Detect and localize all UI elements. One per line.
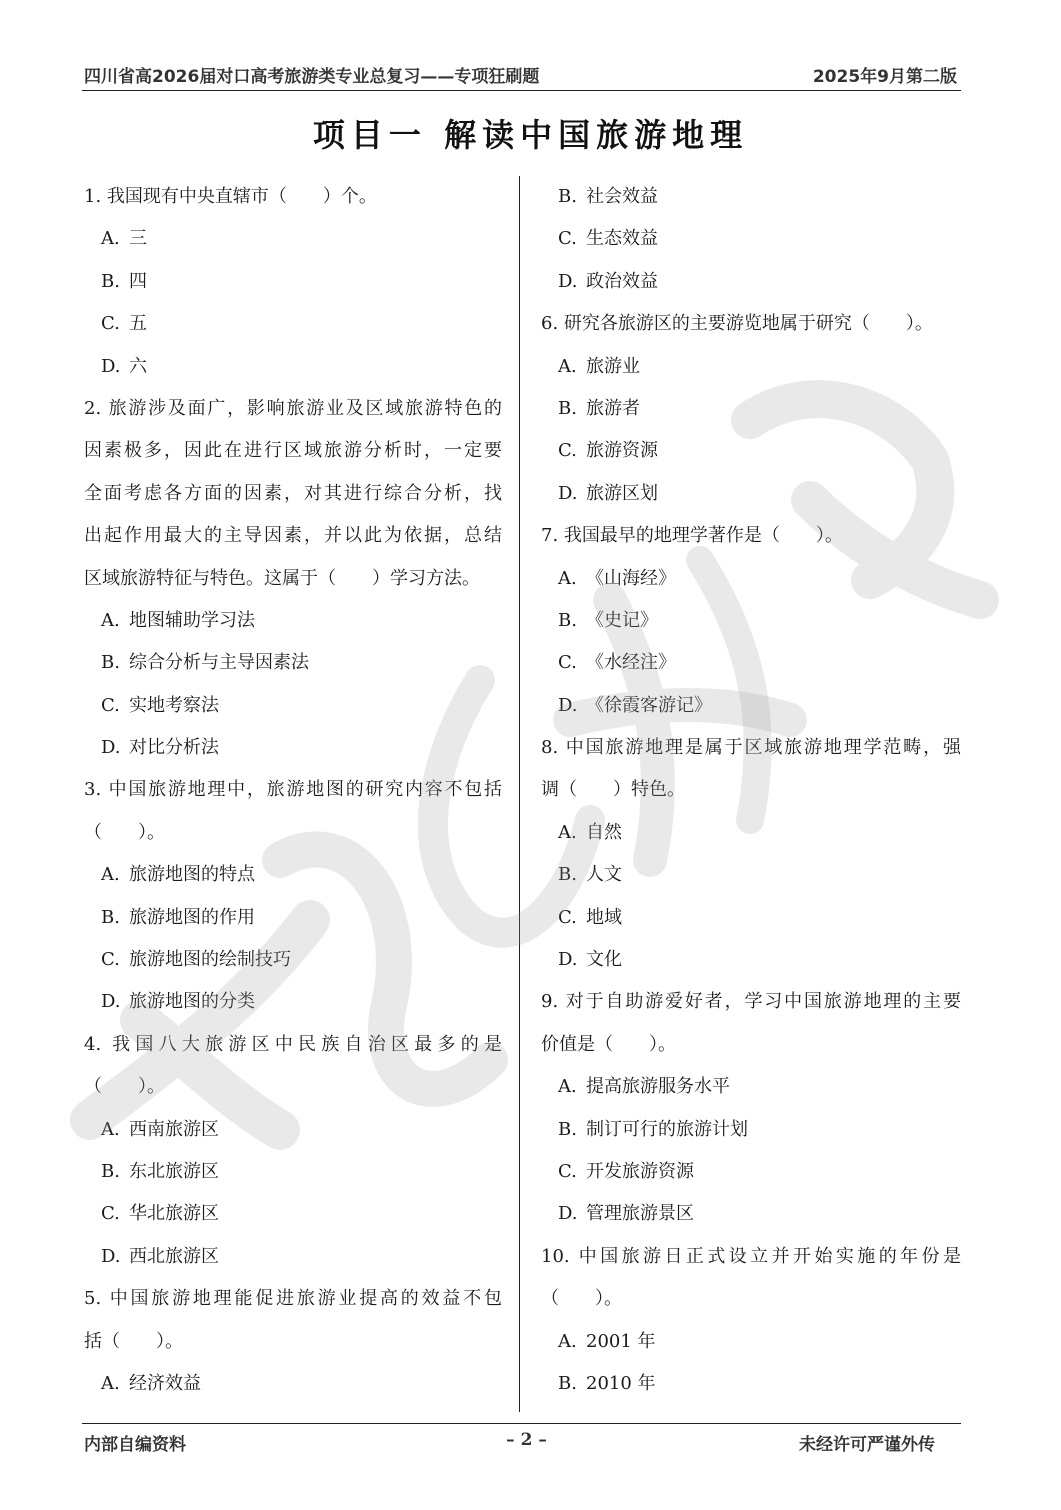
answer-option — [84, 261, 502, 303]
question-text-line: （ ）。 — [541, 1288, 622, 1310]
option-text: 旅游区划 — [586, 482, 658, 504]
option-letter: D. — [101, 1245, 121, 1267]
question-text-line: 3. 中国旅游地理中，旅游地图的研究内容不包括 — [84, 779, 502, 801]
question-text-line: 6. 研究各旅游区的主要游览地属于研究（ ）。 — [541, 313, 933, 335]
answer-option — [541, 939, 961, 981]
option-text: 开发旅游资源 — [586, 1160, 694, 1182]
option-text: 三 — [129, 228, 147, 250]
option-letter: C. — [558, 906, 577, 928]
answer-option — [84, 727, 502, 769]
option-text: 对比分析法 — [129, 737, 219, 759]
answer-option — [541, 1151, 961, 1193]
answer-option — [541, 388, 961, 430]
answer-option — [84, 346, 502, 388]
option-text: 地图辅助学习法 — [129, 609, 255, 631]
option-text: 华北旅游区 — [129, 1203, 219, 1225]
answer-option — [541, 218, 961, 260]
answer-option — [84, 600, 502, 642]
header-series-title: 四川省高2026届对口高考旅游类专业总复习——专项狂刷题 — [84, 67, 540, 87]
option-text: 自然 — [586, 821, 622, 843]
option-text: 旅游地图的作用 — [129, 906, 255, 928]
option-letter: A. — [558, 355, 577, 377]
question-text-line: （ ）。 — [84, 1076, 165, 1098]
answer-option — [541, 642, 961, 684]
option-letter: A. — [101, 864, 120, 886]
answer-option — [84, 218, 502, 260]
option-letter: A. — [101, 609, 120, 631]
answer-option — [84, 303, 502, 345]
option-letter: B. — [558, 609, 577, 631]
option-letter: C. — [101, 313, 120, 335]
option-letter: D. — [558, 482, 578, 504]
option-letter: A. — [101, 1372, 120, 1394]
header-rule — [82, 90, 961, 91]
footer-right-note: 未经许可严谨外传 — [799, 1435, 935, 1455]
option-letter: A. — [101, 1118, 120, 1140]
option-text: 地域 — [586, 906, 622, 928]
answer-option — [541, 558, 961, 600]
option-letter: B. — [558, 1118, 577, 1140]
answer-option — [541, 1193, 961, 1235]
option-text: 人文 — [586, 864, 622, 886]
option-text: 旅游地图的分类 — [129, 991, 255, 1013]
option-text: 管理旅游景区 — [586, 1203, 694, 1225]
answer-option — [84, 1193, 502, 1235]
option-letter: C. — [558, 228, 577, 250]
option-text: 旅游资源 — [586, 440, 658, 462]
option-letter: D. — [558, 1203, 578, 1225]
option-text: 经济效益 — [129, 1372, 201, 1394]
answer-option — [541, 473, 961, 515]
question-text-line: 全面考虑各方面的因素，对其进行综合分析，找 — [84, 482, 502, 504]
header-edition: 2025年9月第二版 — [812, 67, 957, 87]
option-text: 东北旅游区 — [129, 1160, 219, 1182]
footer-left-note: 内部自编资料 — [84, 1435, 186, 1455]
answer-option — [84, 897, 502, 939]
answer-option — [541, 685, 961, 727]
answer-option — [541, 1066, 961, 1108]
question-text-line: 4. 我国八大旅游区中民族自治区最多的是 — [84, 1033, 502, 1055]
question-text-line: 调（ ）特色。 — [541, 779, 685, 801]
option-letter: C. — [558, 652, 577, 674]
option-letter: B. — [558, 397, 577, 419]
option-letter: A. — [558, 1076, 577, 1098]
option-letter: B. — [101, 270, 120, 292]
answer-option — [541, 897, 961, 939]
option-letter: C. — [101, 1203, 120, 1225]
right-column — [541, 176, 961, 1405]
option-text: 旅游地图的绘制技巧 — [129, 949, 291, 971]
answer-option — [84, 685, 502, 727]
option-letter: D. — [558, 270, 578, 292]
option-letter: D. — [101, 355, 121, 377]
answer-option — [541, 1321, 961, 1363]
answer-option — [541, 430, 961, 472]
option-text: 2010 年 — [586, 1372, 656, 1394]
option-letter: A. — [558, 821, 577, 843]
page-footer — [84, 1430, 957, 1456]
option-letter: A. — [558, 567, 577, 589]
answer-option — [541, 346, 961, 388]
option-text: 生态效益 — [586, 228, 658, 250]
answer-option — [84, 981, 502, 1023]
option-letter: B. — [101, 652, 120, 674]
option-letter: B. — [558, 1372, 577, 1394]
option-text: 文化 — [586, 949, 622, 971]
answer-option — [84, 1363, 502, 1405]
question-text-line: 区域旅游特征与特色。这属于（ ）学习方法。 — [84, 567, 480, 589]
page-title: 项目一 解读中国旅游地理 — [312, 116, 749, 154]
question-text-line: （ ）。 — [84, 821, 165, 843]
answer-option — [84, 1236, 502, 1278]
option-text: 提高旅游服务水平 — [586, 1076, 730, 1098]
question-text-line: 5. 中国旅游地理能促进旅游业提高的效益不包 — [84, 1288, 502, 1310]
question-text-line: 价值是（ ）。 — [541, 1033, 676, 1055]
option-text: 社会效益 — [586, 186, 658, 207]
question-text-line: 8. 中国旅游地理是属于区域旅游地理学范畴，强 — [541, 737, 961, 759]
option-letter: D. — [558, 694, 578, 716]
question-text-line: 10. 中国旅游日正式设立并开始实施的年份是 — [541, 1245, 961, 1267]
question-text-line: 1. 我国现有中央直辖市（ ）个。 — [84, 186, 377, 207]
option-letter: B. — [558, 186, 577, 207]
answer-option — [84, 1151, 502, 1193]
question-text-line: 2. 旅游涉及面广，影响旅游业及区域旅游特色的 — [84, 397, 502, 419]
option-text: 2001 年 — [586, 1330, 656, 1352]
option-text: 政治效益 — [586, 270, 658, 292]
option-text: 《徐霞客游记》 — [586, 694, 712, 716]
option-text: 《史记》 — [586, 609, 658, 631]
option-letter: C. — [101, 694, 120, 716]
option-text: 西北旅游区 — [129, 1245, 219, 1267]
answer-option — [84, 1109, 502, 1151]
option-text: 《水经注》 — [586, 652, 676, 674]
answer-option — [541, 261, 961, 303]
left-column — [84, 176, 502, 1405]
option-text: 旅游地图的特点 — [129, 864, 255, 886]
option-letter: D. — [558, 949, 578, 971]
option-letter: D. — [101, 737, 121, 759]
option-letter: A. — [101, 228, 120, 250]
question-text-line: 7. 我国最早的地理学著作是（ ）。 — [541, 525, 843, 547]
page-header — [84, 62, 957, 88]
option-text: 综合分析与主导因素法 — [129, 652, 309, 674]
answer-option — [541, 854, 961, 896]
option-text: 四 — [129, 270, 147, 292]
option-text: 五 — [129, 313, 147, 335]
question-text-line: 因素极多，因此在进行区域旅游分析时，一定要 — [84, 440, 502, 462]
answer-option — [84, 939, 502, 981]
option-letter: B. — [101, 1160, 120, 1182]
answer-option — [84, 854, 502, 896]
column-divider — [519, 176, 520, 1412]
option-text: 西南旅游区 — [129, 1118, 219, 1140]
answer-option — [541, 1109, 961, 1151]
answer-option — [541, 600, 961, 642]
option-letter: C. — [558, 440, 577, 462]
question-text-line: 括（ ）。 — [84, 1330, 183, 1352]
option-letter: D. — [101, 991, 121, 1013]
option-text: 制订可行的旅游计划 — [586, 1118, 748, 1140]
option-letter: B. — [558, 864, 577, 886]
question-text-line: 9. 对于自助游爱好者，学习中国旅游地理的主要 — [541, 991, 961, 1013]
option-text: 六 — [129, 355, 147, 377]
footer-rule — [82, 1423, 961, 1424]
answer-option — [84, 642, 502, 684]
option-text: 《山海经》 — [586, 567, 676, 589]
answer-option — [541, 176, 961, 218]
option-text: 旅游者 — [586, 397, 640, 419]
option-text: 实地考察法 — [129, 694, 219, 716]
option-letter: C. — [101, 949, 120, 971]
answer-option — [541, 1363, 961, 1405]
option-letter: A. — [558, 1330, 577, 1352]
page-number: – 2 – — [506, 1430, 547, 1450]
option-letter: C. — [558, 1160, 577, 1182]
answer-option — [541, 812, 961, 854]
option-text: 旅游业 — [586, 355, 640, 377]
option-letter: B. — [101, 906, 120, 928]
question-text-line: 出起作用最大的主导因素，并以此为依据，总结 — [84, 525, 502, 547]
